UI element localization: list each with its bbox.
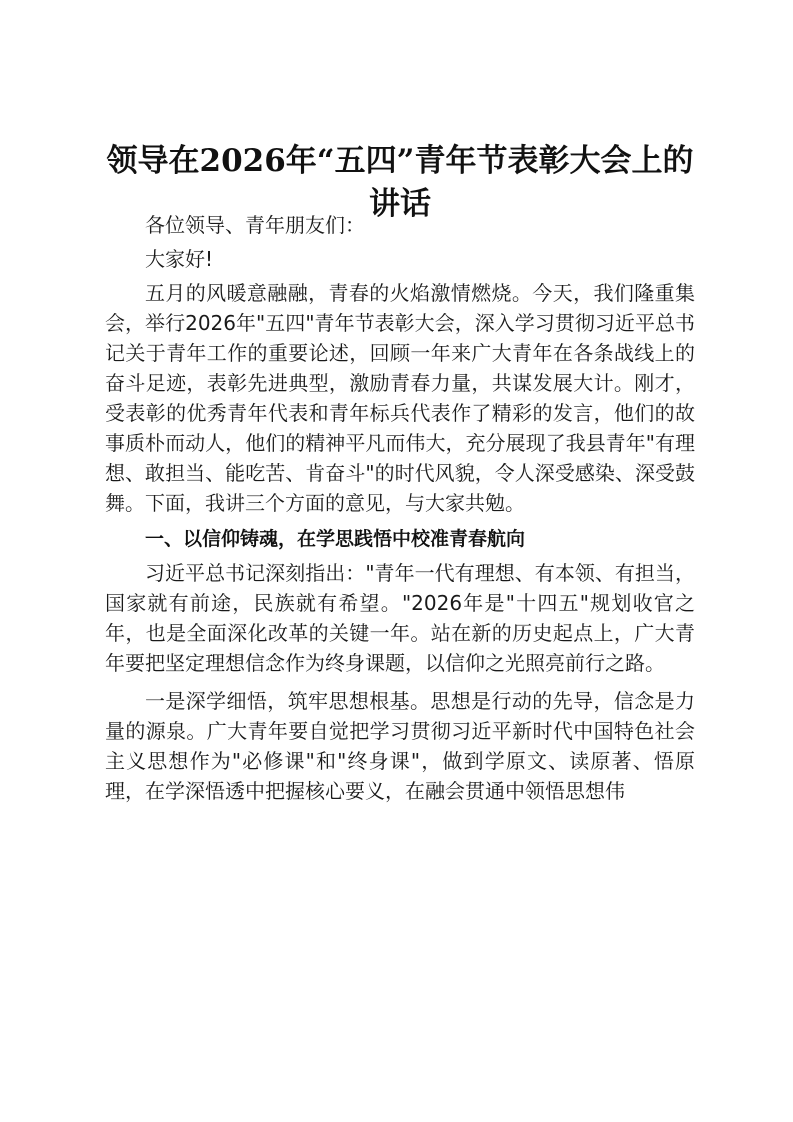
section-1-paragraph-1: 习近平总书记深刻指出："青年一代有理想、有本领、有担当，国家就有前途，民族就有希望。"2026年是"十四五"规划收官之年，也是全面深化改革的关键一年。站在新的历史起点上，广大青年要把坚定理想信念作为终身课题，以信仰之光照亮前行之路。	[105, 561, 695, 675]
section-1-paragraph-2: 一是深学细悟，筑牢思想根基。思想是行动的先导，信念是力量的源泉。广大青年要自觉把学习贯彻习近平新时代中国特色社会主义思想作为"必修课"和"终身课"，做到学原文、读原著、悟原理，在学深悟透中把握核心要义，在融会贯通中领悟思想伟	[105, 689, 695, 803]
salutation: 各位领导、青年朋友们：	[145, 213, 365, 237]
section-heading-1: 一、以信仰铸魂，在学思践悟中校准青春航向	[145, 528, 526, 550]
greeting: 大家好!	[145, 247, 214, 271]
document-title: 领导在2026年“五四”青年节表彰大会上的讲话	[106, 143, 694, 222]
document-body	[105, 210, 695, 806]
intro-paragraph: 五月的风暖意融融，青春的火焰激情燃烧。今天，我们隆重集会，举行2026年"五四"青年节表彰大会，深入学习贯彻习近平总书记关于青年工作的重要论述，回顾一年来广大青年在各条战线上的奋斗足迹，表彰先进典型，激励青春力量，共谋发展大计。刚才，受表彰的优秀青年代表和青年标兵代表作了精彩的发言，他们的故事质朴而动人，他们的精神平凡而伟大，充分展现了我县青年"有理想、敢担当、能吃苦、肯奋斗"的时代风貌，令人深受感染、深受鼓舞。下面，我讲三个方面的意见，与大家共勉。	[105, 281, 695, 515]
